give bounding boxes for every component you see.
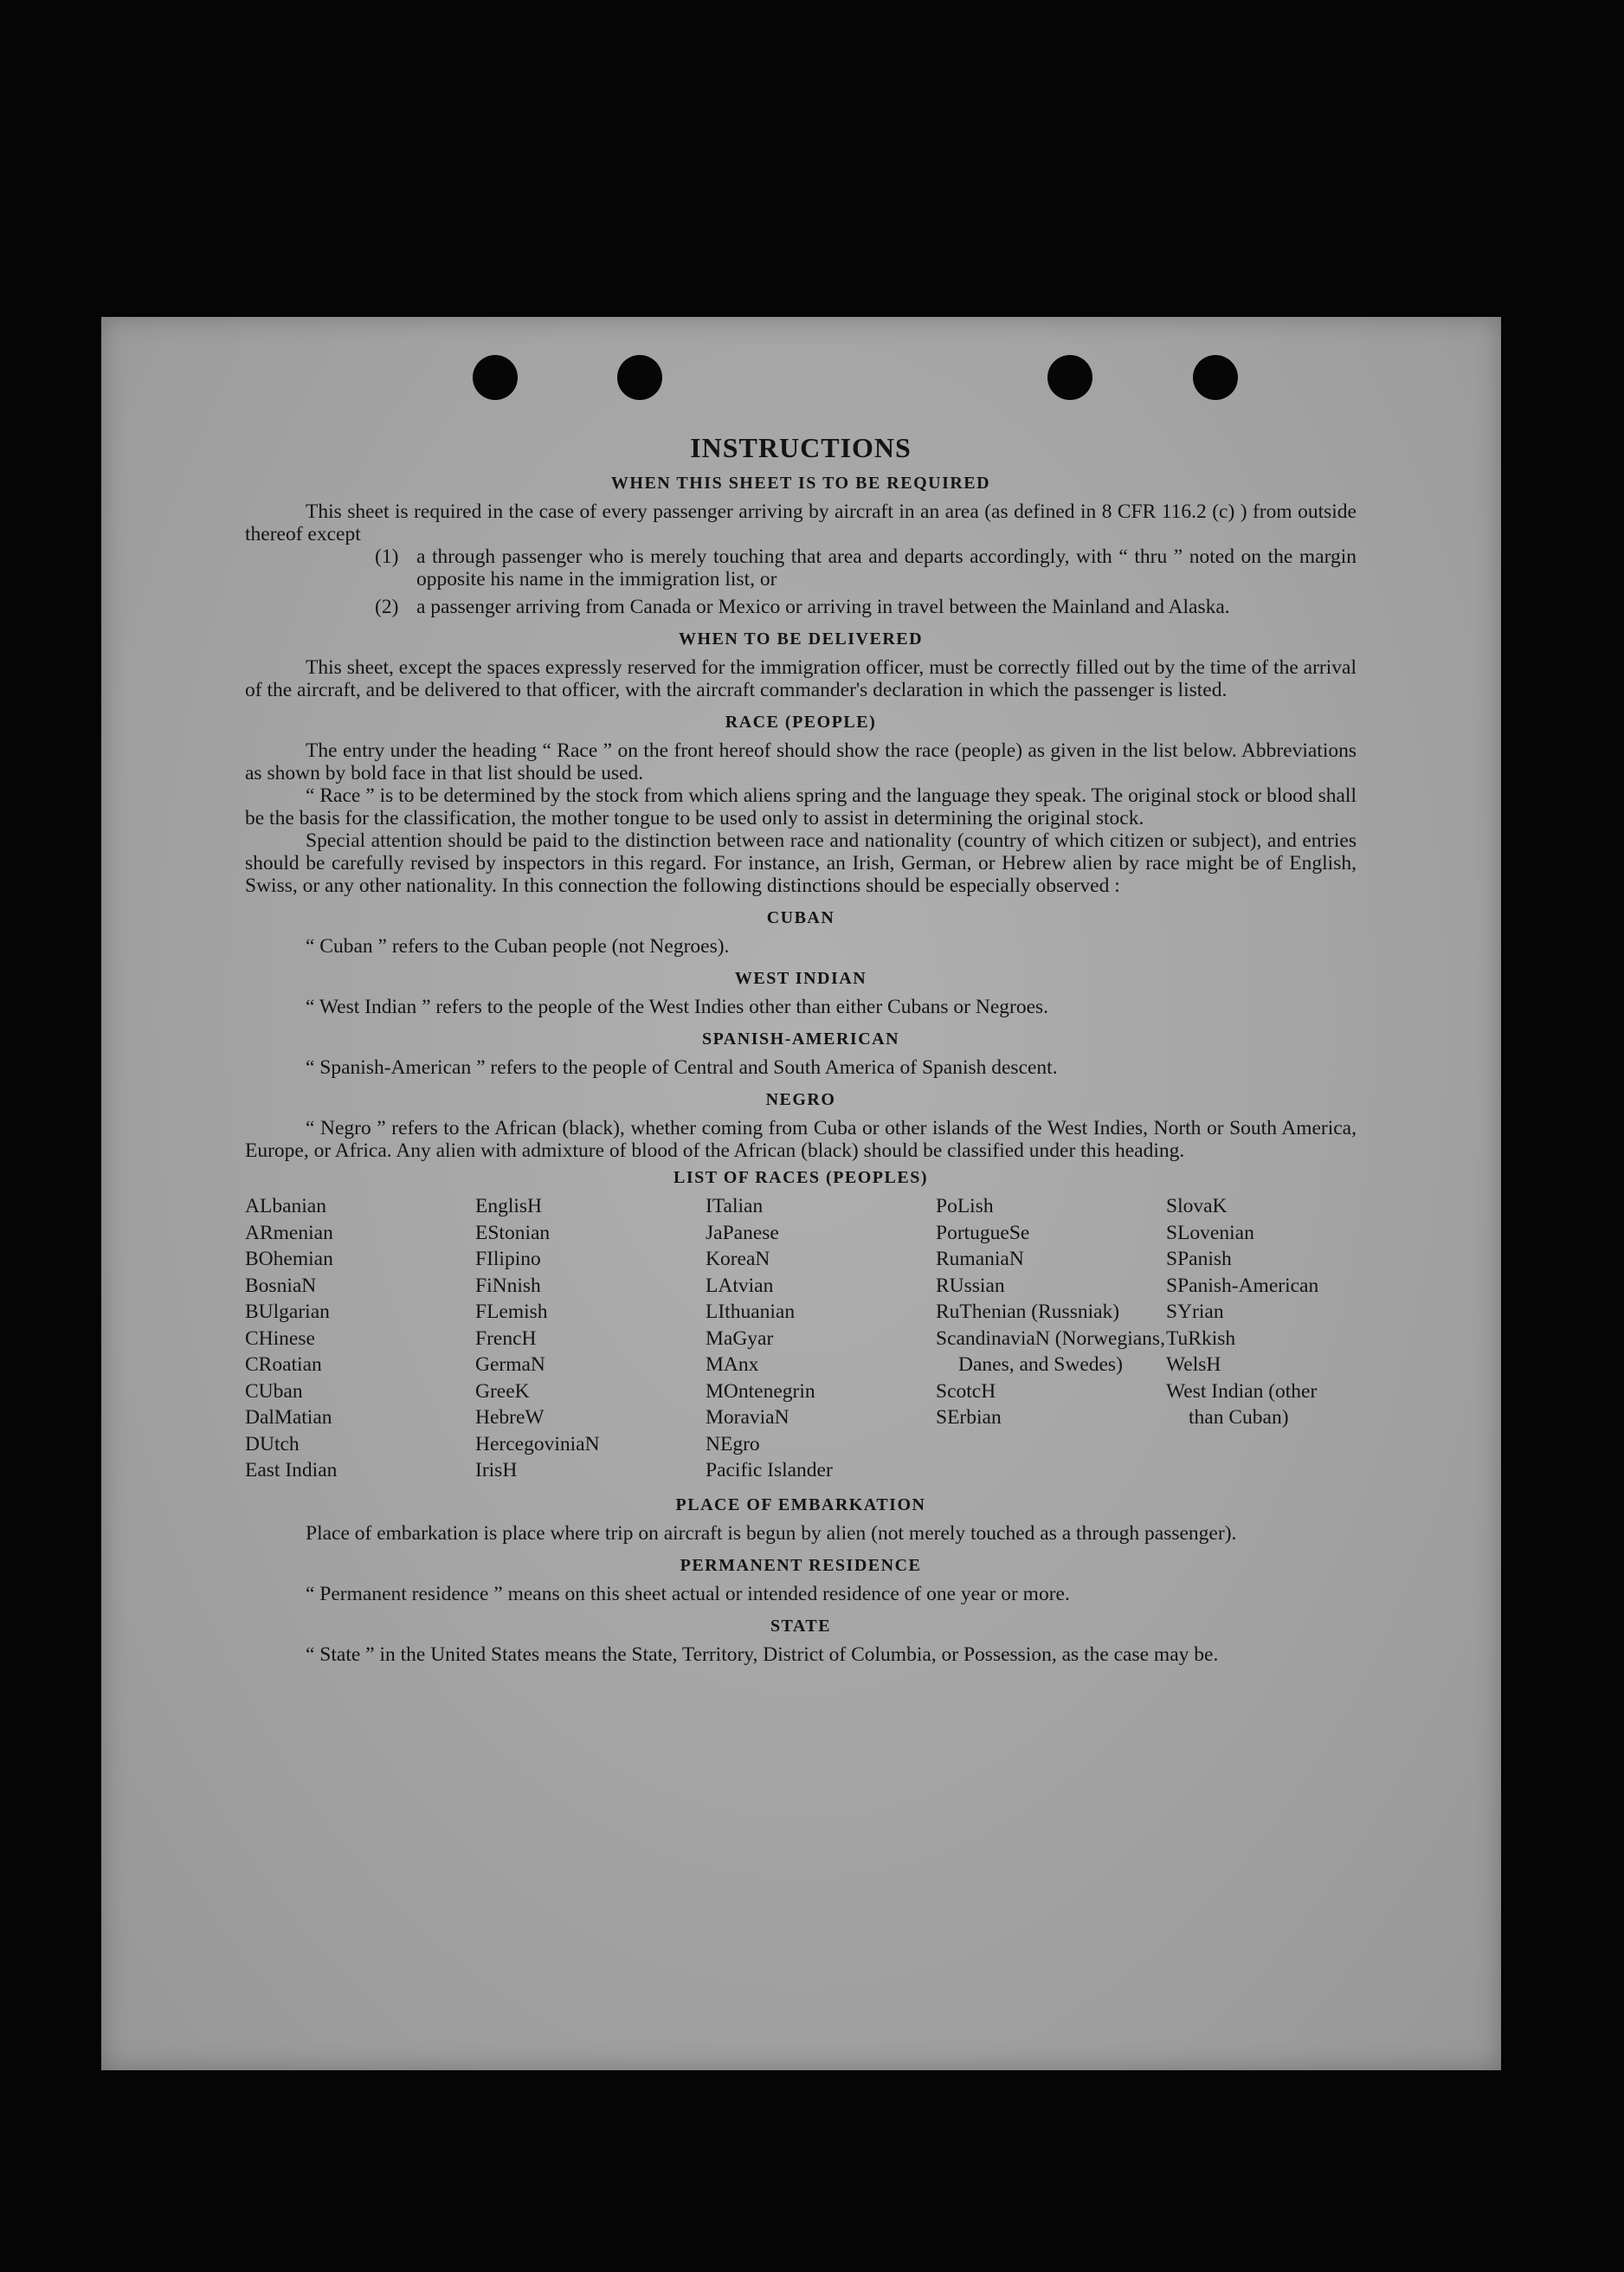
race-item: CRoatian xyxy=(245,1353,322,1376)
race-column xyxy=(1166,1193,1357,1484)
race-item: IrisH xyxy=(475,1459,518,1481)
race-item: MAnx xyxy=(706,1353,759,1376)
paragraph-race: Special attention should be paid to the distinction between race and nationality (country of which citizen or subject), and entries should be carefully revised by inspectors in this regard. For instance, an Irish, German, or Hebrew alien by race might be of English, Swiss, or any other nationality. In this connection the following distinctions should be especially observed : xyxy=(245,829,1357,897)
list-item xyxy=(245,545,1357,591)
race-item: PoLish xyxy=(936,1195,994,1217)
paragraph-embarkation: Place of embarkation is place where trip on aircraft is begun by alien (not merely touched as a through passenger). xyxy=(306,1521,1237,1545)
race-item: DalMatian xyxy=(245,1406,332,1429)
race-item: NEgro xyxy=(706,1432,760,1456)
heading-race: RACE (PEOPLE) xyxy=(725,713,877,732)
list-number: (1) xyxy=(375,545,399,568)
list-text: a through passenger who is merely touching that area and departs accordingly, with “ thru ” noted on the margin opposite his name in the immigration list, or xyxy=(416,545,1357,591)
race-item: GermaN xyxy=(475,1353,545,1376)
paragraph-when-delivered: This sheet, except the spaces expressly reserved for the immigration officer, must be correctly filled out by the time of the arrival of the aircraft, and be delivered to that officer, with the aircraft commander's declaration in which the passenger is listed. xyxy=(245,656,1357,701)
race-column xyxy=(245,1193,475,1484)
race-item: ITalian xyxy=(706,1195,764,1217)
race-item: SLovenian xyxy=(1166,1221,1254,1244)
race-item: WelsH xyxy=(1166,1353,1221,1376)
punch-hole xyxy=(1047,355,1092,400)
race-item: LAtvian xyxy=(706,1274,774,1297)
race-item: West Indian (other than Cuban) xyxy=(1166,1379,1318,1429)
race-item: ScandinaviaN (Norwegians, Danes, and Swedes) xyxy=(936,1326,1165,1376)
race-item: RumaniaN xyxy=(936,1248,1024,1270)
race-item: HebreW xyxy=(475,1406,545,1429)
paragraph-west-indian: “ West Indian ” refers to the people of the West Indies other than either Cubans or Negroes. xyxy=(306,996,1049,1018)
paragraph-residence: “ Permanent residence ” means on this sheet actual or intended residence of one year or more. xyxy=(306,1582,1070,1605)
race-item: SlovaK xyxy=(1166,1195,1228,1217)
race-item: SErbian xyxy=(936,1406,1002,1429)
race-item: PortugueSe xyxy=(936,1221,1030,1244)
race-item: ScotcH xyxy=(936,1379,996,1403)
heading-when-delivered: WHEN TO BE DELIVERED xyxy=(678,629,924,649)
heading-state: STATE xyxy=(770,1616,832,1636)
race-item: FiNnish xyxy=(475,1274,541,1297)
race-item: Pacific Islander xyxy=(706,1459,833,1481)
race-item: CUban xyxy=(245,1379,303,1403)
punch-hole xyxy=(1193,355,1238,400)
heading-when-required: WHEN THIS SHEET IS TO BE REQUIRED xyxy=(610,474,991,493)
race-item: RUssian xyxy=(936,1274,1005,1297)
race-item: CHinese xyxy=(245,1326,315,1350)
race-item: FLemish xyxy=(475,1301,548,1323)
paragraph-state: “ State ” in the United States means the State, Territory, District of Columbia, or Possession, as the case may be. xyxy=(306,1643,1219,1666)
race-item: JaPanese xyxy=(706,1221,779,1244)
race-item: ARmenian xyxy=(245,1221,333,1244)
paragraph-race: The entry under the heading “ Race ” on the front hereof should show the race (people) as given in the list below. Abbreviations as shown by bold face in that list should be used. xyxy=(245,739,1357,784)
list-item xyxy=(245,596,1357,618)
race-column xyxy=(475,1193,706,1484)
race-item: FrencH xyxy=(475,1326,537,1350)
race-item: BUlgarian xyxy=(245,1301,330,1323)
paragraph-negro: “ Negro ” refers to the African (black), whether coming from Cuba or other islands of the West Indies, North or South America, Europe, or Africa. Any alien with admixture of blood of the African (black) should be classified under this heading. xyxy=(245,1117,1357,1162)
race-item: FIlipino xyxy=(475,1248,541,1270)
race-item: SYrian xyxy=(1166,1301,1224,1323)
paragraph-cuban: “ Cuban ” refers to the Cuban people (not Negroes). xyxy=(306,935,730,958)
heading-negro: NEGRO xyxy=(765,1090,836,1109)
race-item: TuRkish xyxy=(1166,1326,1236,1350)
page-title: INSTRUCTIONS xyxy=(690,432,912,463)
heading-cuban: CUBAN xyxy=(766,908,835,927)
race-column xyxy=(706,1193,936,1484)
races-list xyxy=(245,1193,1357,1484)
race-item: HercegoviniaN xyxy=(475,1432,600,1456)
race-item: MoraviaN xyxy=(706,1406,789,1429)
race-item: RuThenian (Russniak) xyxy=(936,1301,1120,1323)
paragraph-spanish-american: “ Spanish-American ” refers to the people of Central and South America of Spanish descent. xyxy=(306,1056,1058,1079)
heading-spanish-american: SPANISH-AMERICAN xyxy=(701,1030,900,1049)
punch-hole xyxy=(617,355,662,400)
race-item: BOhemian xyxy=(245,1248,333,1270)
race-item: KoreaN xyxy=(706,1248,770,1270)
punch-hole xyxy=(473,355,518,400)
document-body xyxy=(245,433,1357,1666)
race-item: BosniaN xyxy=(245,1274,317,1297)
race-item: GreeK xyxy=(475,1379,530,1403)
instruction-sheet xyxy=(101,317,1501,2070)
heading-list-of-races: LIST OF RACES (PEOPLES) xyxy=(673,1168,928,1187)
race-item: ALbanian xyxy=(245,1195,326,1217)
race-item: DUtch xyxy=(245,1432,300,1456)
race-column xyxy=(936,1193,1166,1484)
race-item: LIthuanian xyxy=(706,1301,796,1323)
race-item: MOntenegrin xyxy=(706,1379,815,1403)
race-item: EStonian xyxy=(475,1221,551,1244)
race-item: EnglisH xyxy=(475,1195,543,1217)
heading-embarkation: PLACE OF EMBARKATION xyxy=(675,1494,926,1514)
heading-residence: PERMANENT RESIDENCE xyxy=(680,1555,922,1575)
race-item: SPanish xyxy=(1166,1248,1232,1270)
list-text: a passenger arriving from Canada or Mexico or arriving in travel between the Mainland and Alaska. xyxy=(416,596,1230,618)
list-number: (2) xyxy=(375,596,399,618)
paragraph-when-required: This sheet is required in the case of every passenger arriving by aircraft in an area (as defined in 8 CFR 116.2 (c) ) from outside thereof except xyxy=(245,500,1357,545)
race-item: SPanish-American xyxy=(1166,1274,1319,1297)
paragraph-race: “ Race ” is to be determined by the stock from which aliens spring and the language they speak. The original stock or blood shall be the basis for the classification, the mother tongue to be used only to assist in determining the original stock. xyxy=(245,784,1357,829)
race-item: East Indian xyxy=(245,1459,338,1481)
race-item: MaGyar xyxy=(706,1326,774,1350)
heading-west-indian: WEST INDIAN xyxy=(734,969,867,988)
